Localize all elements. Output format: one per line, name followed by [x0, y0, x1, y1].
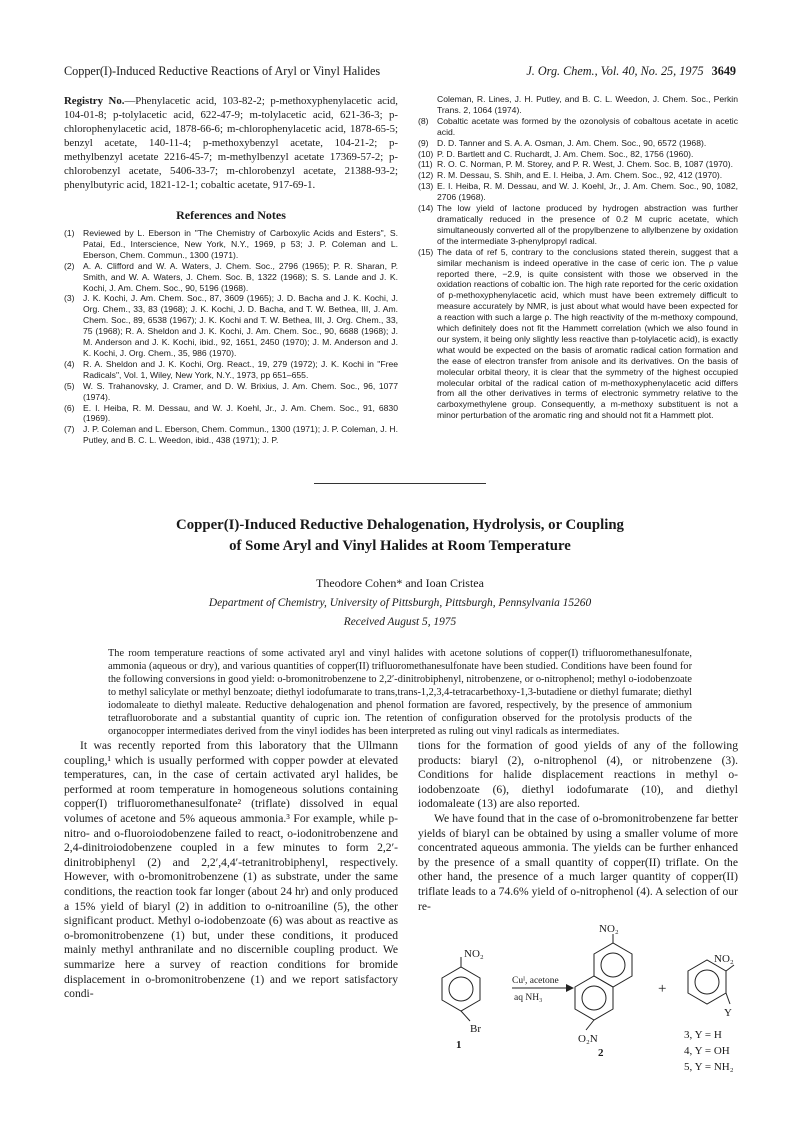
reference-text: Coleman, R. Lines, J. H. Putley, and B. C. L. Weedon, J. Chem. Soc., Perkin Trans. 2, 1064 (1974).	[437, 94, 738, 115]
reference-number: (3)	[64, 293, 75, 304]
page-number: 3649	[711, 64, 736, 78]
reference-item	[64, 261, 398, 294]
reference-text: J. P. Coleman and L. Eberson, Chem. Commun., 1300 (1971); J. P. Coleman, J. H. Putley, and B. C. L. Weedon, ibid., 438 (1971); J. P.	[83, 424, 398, 446]
reference-item	[64, 359, 398, 381]
reference-number: (5)	[64, 380, 75, 391]
reference-item	[418, 170, 738, 181]
reference-text: P. D. Bartlett and C. Ruchardt, J. Am. Chem. Soc., 82, 1756 (1960).	[437, 148, 694, 159]
aromatic-circle-3	[695, 970, 719, 994]
reference-text: The data of ref 5, contrary to the conclusions stated therein, suggest that a similar mechanism is indeed operative in the case of ceric ion. The ρ value reported there, −2.9, is quite consistent with those we observed in the oxidation reactions of cobaltic ion. The high rate reported for the ceric oxidation of p-methoxyphenylacetic acid, which must have been extremely difficult to measure accurately by NMR, is just about what would have been expected for a reaction with such a large ρ. The high reactivity of the m-methoxy compound, which definitely does not fit the Hammett correlation (which we also found in our system, it being only slightly less reactive than p-tolylacetic acid), is exactly what would be expected on the basis of aromatic radical cation formation and the ease of electron transfer from anisole and its derivatives. On the basis of molecular orbital theory, it is clear that the symmetry of the highest occupied molecular orbital of the radical cation of m-methoxyphenylacetic acid differs from all the other derivatives in terms of electronic symmetry relative to the carboxymethylene group. Consequently, a m-methoxy substituent is not a minor perturbation of the aromatic ring and should not fit a Hammett plot.	[437, 246, 738, 421]
reference-text: R. O. C. Norman, P. M. Storey, and P. R. West, J. Chem. Soc. B, 1087 (1970).	[437, 159, 733, 170]
abstract: The room temperature reactions of some activated aryl and vinyl halides with acetone solutions of copper(I) trifluoromethanesulfonate, ammonia (aqueous or dry), and various quantities of copper(II) trifluoromethanesulfonate have been studied. Conditions have been found for the following conversions in good yield: o-bromonitrobenzene to 2,2′-dinitrobiphenyl, nitrobenzene, or o-nitrophenol; methyl o-iodobenzoate to methyl salicylate or methyl benzoate; diethyl iodofumarate to trans,trans-1,2,3,4-tetracarbethoxy-1,3-butadiene or diethyl fumarate; diethyl iodomaleate to diethyl maleate. Reductive dehalogenation and phenol formation are favored, respectively, by the presence of ammonium tetrafluoroborate and a substantial quantity of cupric ion. The retention of configuration observed for the protolysis products of the organocopper intermediates derived from the vinyl iodides has been interpreted as ruling out vinyl radicals as intermediates.	[108, 648, 692, 737]
reference-number: (7)	[64, 424, 75, 435]
article-authors: Theodore Cohen* and Ioan Cristea	[316, 576, 484, 590]
reference-number: (1)	[64, 228, 75, 238]
reference-text: E. I. Heiba, R. M. Dessau, and W. J. Koehl, Jr., J. Am. Chem. Soc., 91, 6830 (1969).	[83, 402, 398, 424]
running-header-title: Copper(I)-Induced Reductive Reactions of Aryl or Vinyl Halides	[64, 64, 381, 78]
reference-number: (14)	[418, 203, 434, 214]
compound-label-2: 2	[598, 1047, 604, 1059]
reference-number: (10)	[418, 148, 434, 159]
reagent-bottom-label: aq NH₃	[514, 993, 543, 1003]
bond-no2-3	[726, 965, 734, 971]
bond-y-3	[726, 993, 730, 1004]
article-title	[80, 515, 720, 557]
reference-number: (6)	[64, 402, 75, 413]
reference-item	[418, 94, 738, 116]
reference-number: (12)	[418, 170, 434, 181]
reference-text: E. I. Heiba, R. M. Dessau, and W. J. Koehl, Jr., J. Am. Chem. Soc., 90, 1082, 2706 (1968).	[437, 181, 738, 203]
compound-label-4: 4, Y = OH	[684, 1045, 730, 1057]
reference-number: (8)	[418, 115, 429, 126]
reaction-arrow-head	[566, 984, 574, 992]
reference-text: The low yield of lactone produced by hydrogen abstraction was further dramatically reduced in the presence of 0.2 M cupric acetate, which simultaneously converted all of the propylbenzene to allylbenzene by oxidation of the intermediate 3-phenylpropyl radical.	[437, 203, 738, 246]
section-divider	[314, 483, 486, 484]
body-paragraph: tions for the formation of good yields of any of the following products: biaryl (2), o-nitrophenol (4), or nitrobenzene (3). Conditions for halide displacement reactions in methyl o-iodobenzoate (6), diethyl iodofumarate (10), and diethyl iodomaleate (13) are also reported.	[418, 739, 738, 811]
no2-label-1: NO₂	[464, 948, 484, 960]
br-label-1: Br	[470, 1023, 481, 1035]
benzene-ring-3	[688, 960, 726, 1004]
references-heading: References and Notes	[176, 208, 286, 222]
bond-no2-2b	[586, 1020, 594, 1030]
article-title-line-1: Copper(I)-Induced Reductive Dehalogenation, Hydrolysis, or Coupling	[176, 517, 624, 533]
reference-text: W. S. Trahanovsky, J. Cramer, and D. W. Brixius, J. Am. Chem. Soc., 96, 1077 (1974).	[83, 380, 398, 402]
body-left-column	[64, 739, 398, 1002]
reference-item	[64, 381, 398, 403]
reference-item	[418, 159, 738, 170]
reference-item	[418, 181, 738, 203]
aromatic-circle-1	[449, 977, 473, 1001]
reference-number: (15)	[418, 246, 434, 257]
reference-text: Reviewed by L. Eberson in "The Chemistry of Carboxylic Acids and Esters", S. Patai, Ed., Interscience, New York, N.Y., 1969, p 53; J. P. Coleman and L. Eberson, Chem. Commun., 1300 (1971).	[83, 228, 398, 260]
no2-label-3: NO₂	[714, 953, 734, 965]
benzene-ring-2a	[594, 943, 632, 987]
reference-item	[418, 138, 738, 149]
reference-number: (2)	[64, 260, 75, 271]
reference-number: (13)	[418, 181, 434, 192]
references-left-column	[64, 228, 398, 446]
no2-label-2: NO₂	[599, 923, 619, 935]
y-label-3: Y	[724, 1007, 732, 1019]
reference-text: R. M. Dessau, S. Shih, and E. I. Heiba, J. Am. Chem. Soc., 92, 412 (1970).	[437, 170, 723, 181]
reference-item	[418, 247, 738, 422]
reference-item	[64, 403, 398, 425]
reference-text: D. D. Tanner and S. A. A. Osman, J. Am. Chem. Soc., 90, 6572 (1968).	[437, 137, 707, 148]
registry-label: Registry No.	[64, 95, 125, 107]
reference-number: (4)	[64, 358, 75, 369]
plus-sign: +	[658, 981, 667, 997]
reference-text: A. A. Clifford and W. A. Waters, J. Chem. Soc., 2796 (1965); P. R. Sharan, P. Smith, and W. A. Waters, J. Chem. Soc. B, 1322 (1968); S. S. Lande and J. K. Kochi, J. Am. Chem. Soc., 90, 5196 (1968).	[83, 260, 398, 293]
compound-label-3: 3, Y = H	[684, 1029, 722, 1041]
running-header-journal	[526, 64, 736, 79]
references-right-column	[418, 94, 738, 421]
o2n-label-2: O₂N	[578, 1033, 598, 1045]
reference-number: (9)	[418, 137, 429, 148]
journal-citation: J. Org. Chem., Vol. 40, No. 25, 1975	[526, 64, 704, 78]
reference-item	[418, 149, 738, 160]
reference-item	[418, 203, 738, 247]
reagent-top-label: Cuᴵ, acetone	[512, 976, 559, 986]
registry-text: —Phenylacetic acid, 103-82-2; p-methoxyphenylacetic acid, 104-01-8; p-tolylacetic acid, 622-47-9; m-tolylacetic acid, 621-36-3; p-chlorophenylacetic acid, 1878-66-6; m-chlorophenylacetic acid, 1878-65-5; benzyl acetate, 140-11-4; p-methoxybenzyl acetate, 104-21-2; p-methylbenzyl acetate 2216-45-7; m-methylbenzyl acetate 17369-57-2; p-chlorobenzyl acetate, 5406-33-7; m-chlorobenzyl acetate, 21388-93-2; phenylbutyric acid, 1821-12-1; cobaltic acetate, 917-69-1.	[64, 95, 398, 191]
aromatic-circle-2b	[582, 986, 606, 1010]
reference-text: R. A. Sheldon and J. K. Kochi, Org. React., 19, 279 (1972); J. K. Kochi in "Free Radicals", Vol. 1, Wiley, New York, N.Y., 1973, pp 651–655.	[83, 358, 398, 380]
aromatic-circle-2a	[601, 953, 625, 977]
article-affiliation: Department of Chemistry, University of Pittsburgh, Pittsburgh, Pennsylvania 15260	[208, 597, 592, 609]
compound-label-1: 1	[456, 1039, 462, 1051]
compound-label-5: 5, Y = NH₂	[684, 1061, 734, 1073]
reference-item	[64, 424, 398, 446]
reaction-scheme	[418, 818, 740, 1094]
reference-text: J. K. Kochi, J. Am. Chem. Soc., 87, 3609 (1965); J. D. Bacha and J. K. Kochi, J. Org. Chem., 33, 83 (1968); J. K. Kochi, J. D. Bacha, and T. W. Bethea, III, J. Am. Chem. Soc., 89, 6538 (1967); J. K. Kochi and T. W. Bethea, III, J. Org. Chem., 33, 75 (1968); R. A. Sheldon and J. K. Kochi, J. Am. Chem. Soc., 90, 6688 (1968); J. M. Anderson and J. K. Kochi, ibid., 92, 1651, 2450 (1970); J. M. Anderson and J. K. Kochi, J. Org. Chem., 35, 986 (1970).	[83, 293, 398, 358]
bond-br-1	[461, 1011, 470, 1021]
reference-item	[418, 116, 738, 138]
body-paragraph: We have found that in the case of o-bromonitrobenzene far better yields of biaryl can be obtained by using a smaller volume of more concentrated aqueous ammonia. The yields can be further enhanced by the presence of a small quantity of copper(II) triflate. On the other hand, the presence of a much larger quantity of copper(II) triflate leads to a 74.6% yield of o-nitrophenol (4). A selection of our re-	[418, 811, 738, 913]
benzene-ring-1	[442, 967, 480, 1011]
body-paragraph: It was recently reported from this laboratory that the Ullmann coupling,¹ which is usually performed with copper powder at elevated temperatures, can, in the case of certain activated aryl halides, be performed at room temperature in homogeneous solutions containing copper(I) trifluoromethanesulfonate² (triflate) dissolved in equal volumes of acetone and 5% aqueous ammonia.³ For example, while p-nitro- and o-fluoroiodobenzene failed to react, o-iodonitrobenzene and 2,4-dinitroiodobenzene coupled in a few minutes to form 2,2′-dinitrobiphenyl (2) and 2,2′,4,4′-tetranitrobiphenyl, respectively. However, with o-bromonitrobenzene (1) as substrate, under the same conditions, the reaction took far longer (about 24 hr) and only produced a 15% yield of biaryl (2) in addition to o-nitroaniline (5), the other significant product. Methyl o-iodobenzoate (6) was about as reactive as o-bromonitrobenzene (1) but, under these conditions, it produced mainly methyl anthranilate and no discernible coupling product. We summarize here a survey of reaction conditions for bromide displacement in o-bromonitrobenzene (1) and we report satisfactory condi-	[64, 739, 398, 1001]
article-title-line-2: of Some Aryl and Vinyl Halides at Room Temperature	[229, 538, 571, 554]
received-date: Received August 5, 1975	[343, 616, 457, 628]
reference-item	[64, 293, 398, 358]
reference-item	[64, 228, 398, 261]
reference-number: (11)	[418, 159, 433, 170]
benzene-ring-2b	[575, 976, 613, 1020]
reference-text: Cobaltic acetate was formed by the ozonolysis of cobaltous acetate in acetic acid.	[437, 115, 738, 137]
registry-numbers	[64, 94, 398, 192]
